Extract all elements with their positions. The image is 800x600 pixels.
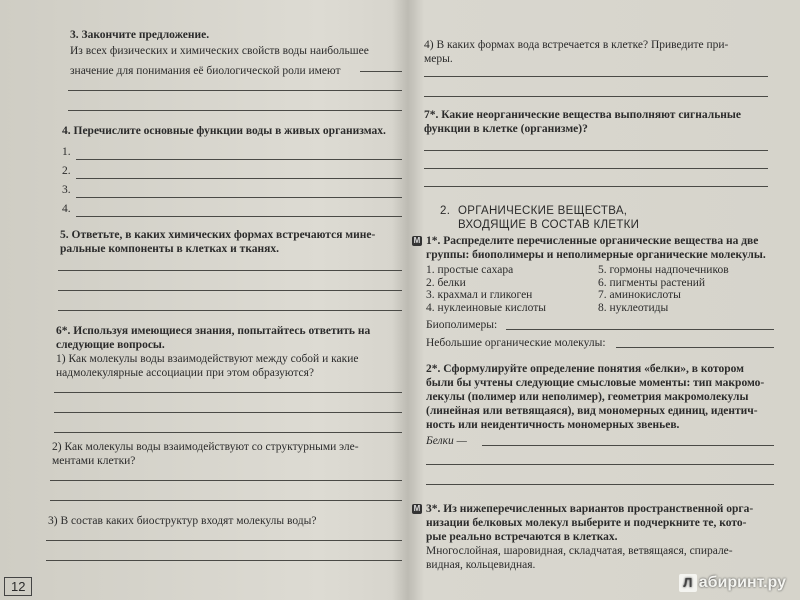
substances-column-1 [426, 264, 546, 314]
section-title-line-1: ОРГАНИЧЕСКИЕ ВЕЩЕСТВА, [458, 205, 628, 217]
answer-line[interactable] [58, 270, 402, 271]
list-item: 5. гормоны надпочечников [598, 264, 729, 276]
task-3-options [426, 544, 780, 572]
question-6-sub-2 [52, 440, 404, 468]
question-7-line-1: 7*. Какие неорганические вещества выполняют сигнальные [424, 109, 741, 121]
list-item: 3. крахмал и гликоген [426, 289, 533, 301]
question-6 [56, 324, 406, 352]
answer-line[interactable] [76, 178, 402, 179]
question-6-sub-2-line-1: 2) Как молекулы воды взаимодействуют со структурными эле- [52, 441, 359, 453]
biopolymers-label: Биополимеры: [426, 319, 498, 331]
question-3 [70, 28, 405, 78]
section-title [458, 204, 758, 232]
question-6-sub-1-line-1: 1) Как молекулы воды взаимодействуют между собой и какие [56, 353, 359, 365]
section-number: 2. [440, 205, 451, 217]
small-molecules-answer-line[interactable] [616, 347, 774, 348]
answer-line[interactable] [54, 432, 402, 433]
question-5-line-2: ральные компоненты в клетках и тканях. [60, 243, 280, 255]
list-number: 1. [62, 146, 71, 158]
answer-line[interactable] [424, 96, 768, 97]
question-6-line-2: следующие вопросы. [56, 339, 165, 351]
small-molecules-label: Небольшие органические молекулы: [426, 337, 606, 349]
task-2-line-2: были бы учтены следующие смысловые моменты: тип макромо- [426, 377, 765, 389]
list-item: 4. нуклеиновые кислоты [426, 301, 546, 314]
list-item: 7. аминокислоты [598, 289, 681, 301]
answer-line[interactable] [482, 445, 774, 446]
question-6-line-1: 6*. Используя имеющиеся знания, попытайтесь ответить на [56, 325, 371, 337]
substances-column-2 [598, 264, 729, 314]
watermark [679, 574, 786, 592]
task-3 [426, 502, 780, 544]
biopolymers-answer-line[interactable] [506, 329, 774, 330]
answer-line[interactable] [426, 484, 774, 485]
method-badge-icon: М [413, 236, 421, 245]
answer-line[interactable] [54, 412, 402, 413]
task-3-line-2: низации белковых молекул выберите и подчеркните те, кото- [426, 517, 747, 529]
task-3-line-1: 3*. Из нижеперечисленных вариантов пространственной орга- [426, 503, 754, 515]
task-2 [426, 362, 780, 432]
task-2-line-4: (линейная или ветвящаяся), вид мономерных единиц, идентич- [426, 405, 758, 417]
answer-line[interactable] [424, 150, 768, 151]
question-6-sub-2-line-2: ментами клетки? [52, 455, 136, 467]
list-item: 2. белки [426, 276, 466, 289]
task-2-line-1: 2*. Сформулируйте определение понятия «белки», в котором [426, 363, 744, 375]
question-6-sub-4 [424, 38, 774, 66]
question-5-line-1: 5. Ответьте, в каких химических формах встречаются мине- [60, 229, 376, 241]
answer-line[interactable] [58, 290, 402, 291]
list-item: 8. нуклеотиды [598, 301, 669, 314]
answer-line[interactable] [424, 186, 768, 187]
task-2-line-3: лекулы (полимер или неполимер), геометрия макромолекулы [426, 391, 749, 403]
method-badge-icon: М [413, 504, 421, 513]
question-6-sub-4-line-1: 4) В каких формах вода встречается в клетке? Приведите при- [424, 39, 729, 51]
list-number: 3. [62, 184, 71, 196]
question-6-sub-1 [56, 352, 406, 380]
task-1-line-1: 1*. Распределите перечисленные органические вещества на две [426, 235, 759, 247]
question-6-sub-3: 3) В состав каких биоструктур входят молекулы воды? [48, 515, 317, 527]
question-7-line-2: функции в клетке (организме)? [424, 123, 588, 135]
answer-line[interactable] [46, 560, 402, 561]
question-6-sub-1-line-2: надмолекулярные ассоциации при этом образуются? [56, 367, 314, 379]
list-number: 4. [62, 203, 71, 215]
section-title-line-2: ВХОДЯЩИЕ В СОСТАВ КЛЕТКИ [458, 219, 640, 231]
answer-line[interactable] [426, 464, 774, 465]
labirint-logo-icon: Л [679, 574, 697, 592]
task-3-options-line-1[interactable]: Многослойная, шаровидная, складчатая, ветвящаяся, спирале- [426, 545, 733, 557]
answer-line[interactable] [54, 392, 402, 393]
answer-line[interactable] [76, 159, 402, 160]
list-item: 6. пигменты растений [598, 276, 706, 289]
task-3-line-3: рые реально встречаются в клетках. [426, 531, 618, 543]
watermark-text: абиринт.ру [698, 574, 786, 591]
page-number-left: 12 [4, 577, 32, 596]
answer-line[interactable] [360, 71, 402, 72]
question-6-sub-4-line-2: меры. [424, 53, 453, 65]
task-2-line-5: ность или неидентичность мономерных звеньев. [426, 419, 680, 431]
answer-line[interactable] [424, 168, 768, 169]
answer-line[interactable] [58, 310, 402, 311]
question-4-title: 4. Перечислите основные функции воды в живых организмах. [62, 125, 386, 137]
list-item: 1. простые сахара [426, 264, 514, 276]
task-1-line-2: группы: биополимеры и неполимерные органические молекулы. [426, 249, 766, 261]
answer-line[interactable] [46, 540, 402, 541]
question-5 [60, 228, 406, 256]
proteins-answer-label: Белки — [426, 435, 467, 447]
question-3-text-2: значение для понимания её биологической роли имеют [70, 65, 341, 77]
answer-line[interactable] [424, 76, 768, 77]
answer-line[interactable] [68, 110, 402, 111]
task-1 [426, 234, 778, 262]
question-3-title: 3. Закончите предложение. [70, 29, 210, 41]
answer-line[interactable] [50, 500, 402, 501]
task-3-options-line-2[interactable]: видная, кольцевидная. [426, 559, 536, 571]
question-7 [424, 108, 774, 136]
question-3-text-1: Из всех физических и химических свойств воды наибольшее [70, 45, 369, 57]
list-number: 2. [62, 165, 71, 177]
answer-line[interactable] [68, 90, 402, 91]
right-page [410, 0, 800, 600]
answer-line[interactable] [50, 480, 402, 481]
answer-line[interactable] [76, 197, 402, 198]
answer-line[interactable] [76, 216, 402, 217]
